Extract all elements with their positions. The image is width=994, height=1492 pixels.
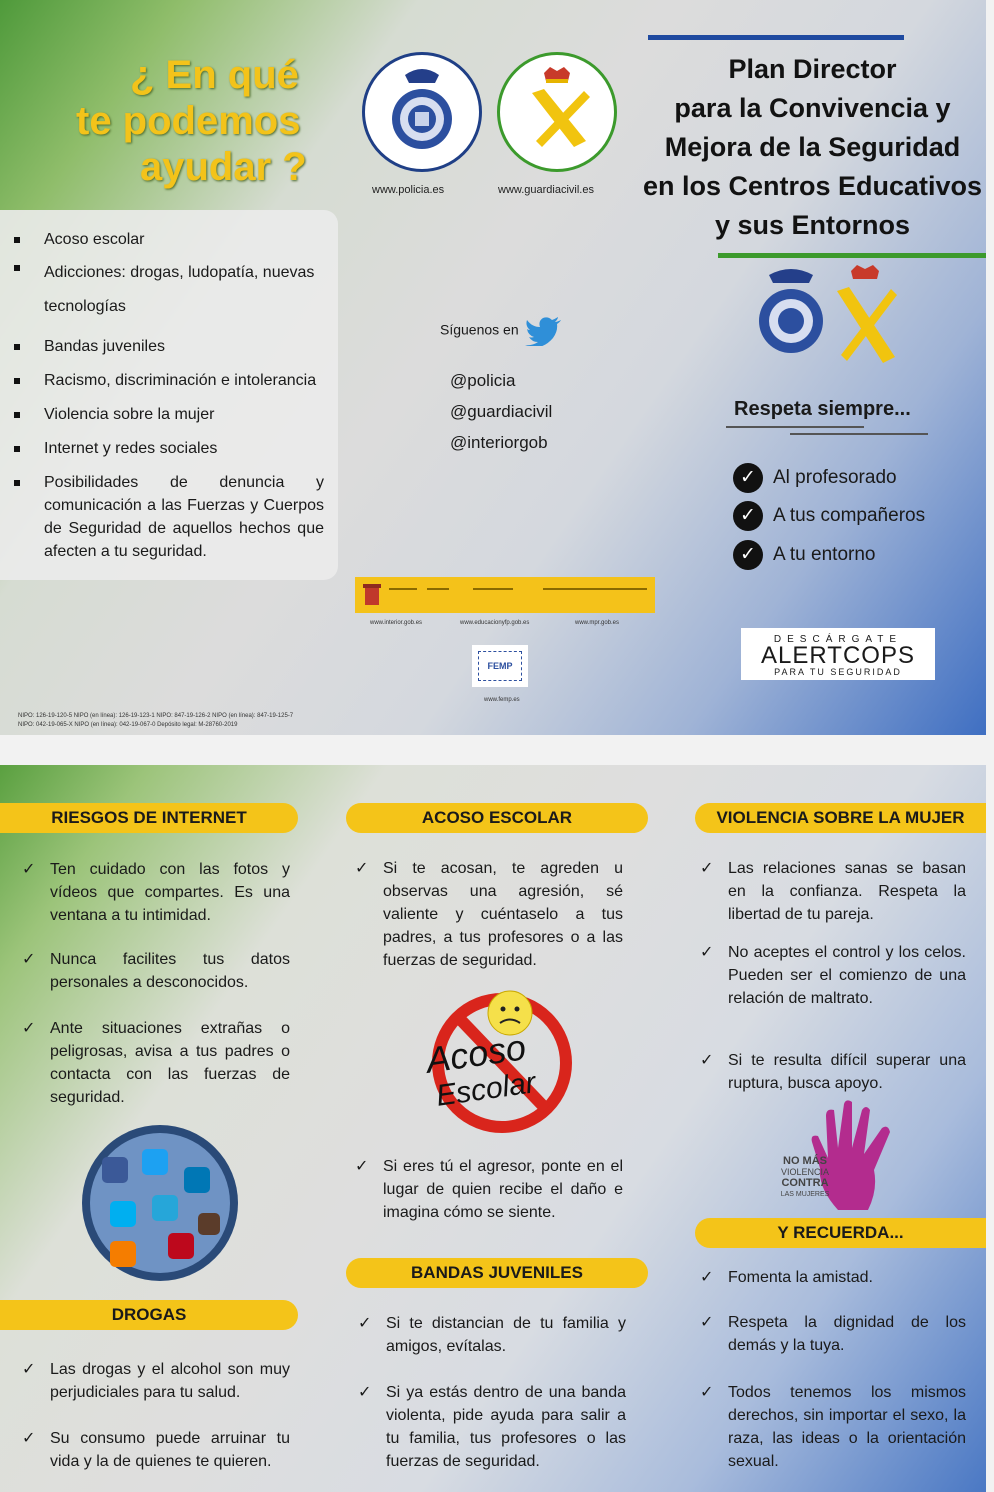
respeta-rule-1 (726, 426, 864, 428)
bandas-tip: ✓ Si te distancian de tu familia y amigos, evítalas. (386, 1312, 626, 1358)
guardia-civil-url[interactable]: www.guardiacivil.es (498, 184, 594, 196)
respeta-title: Respeta siempre... (734, 398, 911, 420)
topics-list (14, 228, 324, 574)
y-recuerda-heading: Y RECUERDA... (695, 1218, 986, 1248)
violencia-tip: ✓ Las relaciones sanas se basan en la confianza. Respeta la libertad de tu pareja. (728, 857, 966, 926)
police-badge-icon (365, 55, 479, 169)
guardia-civil-emblem-icon (500, 55, 614, 169)
violencia-tip: ✓ No aceptes el control y los celos. Pueden ser el comienzo de una relación de maltrato. (728, 941, 966, 1010)
femp-url[interactable]: www.femp.es (484, 697, 520, 703)
bandas-tip: ✓ Si ya estás dentro de una banda violenta, pide ayuda para salir a tu familia, tus profesores o las fuerzas de seguridad. (386, 1381, 626, 1473)
internet-tip: ✓ Ante situaciones extrañas o peligrosas, avisa a tus padres o contacta con las fuerzas de seguridad. (50, 1017, 290, 1109)
topic-item: Posibilidades de denuncia y comunicación a las Fuerzas y Cuerpos de Seguridad de aquellos hechos que afecten a tu seguridad. (14, 471, 324, 563)
help-title: ¿ En qué te podemos ayudar ? (76, 53, 307, 189)
no-bullying-sign: Acoso Escolar (420, 987, 580, 1137)
drogas-tip: ✓ Su consumo puede arruinar tu vida y la de quienes te quieren. (50, 1427, 290, 1473)
internet-tip: ✓ Ten cuidado con las fotos y vídeos que compartes. Es una ventana a tu intimidad. (50, 858, 290, 927)
policia-url[interactable]: www.policia.es (372, 184, 445, 196)
topics-box (0, 210, 338, 580)
gov-url-educacion[interactable]: www.educacionyfp.gob.es (460, 620, 530, 626)
no-mas-violencia-emblem: NO MÁS VIOLENCIA CONTRA LAS MUJERES (772, 1098, 902, 1216)
nipo-line-1: NIPO: 126-19-120-5 NIPO (en línea): 126-19-123-1 NIPO: 847-19-126-2 NIPO (en línea): 847-19-125-7 (18, 713, 294, 719)
handle-guardiacivil[interactable]: @guardiacivil (450, 402, 553, 421)
twitter-bird-icon (525, 316, 563, 346)
plan-director-title: Plan Director para la Convivencia y Mejora de la Seguridad en los Centros Educativos y sus Entornos (642, 54, 983, 240)
recuerda-tip: ✓ Respeta la dignidad de los demás y la tuya. (728, 1311, 966, 1357)
respeta-item: ✓ Al profesorado (733, 463, 897, 493)
riesgos-internet-heading: RIESGOS DE INTERNET (0, 803, 298, 833)
internet-tip: ✓ Nunca facilites tus datos personales a desconocidos. (50, 948, 290, 994)
topic-item: Bandas juveniles (14, 335, 324, 358)
violencia-mujer-heading: VIOLENCIA SOBRE LA MUJER (695, 803, 986, 833)
brochure-cover-panel (0, 0, 986, 735)
guardia-civil-logo (497, 52, 617, 172)
acoso-escolar-heading: ACOSO ESCOLAR (346, 803, 648, 833)
recuerda-tip: ✓ Todos tenemos los mismos derechos, sin importar el sexo, la raza, las ideas o la orientación sexual. (728, 1381, 966, 1473)
handle-policia[interactable]: @policia (450, 371, 516, 390)
topic-item: Racismo, discriminación e intolerancia (14, 369, 324, 392)
topic-item: Acoso escolar (14, 228, 324, 251)
title-rule-bottom (718, 253, 986, 258)
title-rule-top (648, 35, 904, 40)
violencia-tip: ✓ Si te resulta difícil superar una ruptura, busca apoyo. (728, 1049, 966, 1095)
social-media-apps-icon (80, 1123, 240, 1283)
policia-logo (362, 52, 482, 172)
acoso-tip: ✓ Si te acosan, te agreden u observas una agresión, sé valiente y cuéntaselo a tus padres, a tus profesores o a las fuerzas de seguridad. (383, 857, 623, 972)
check-circle-icon: ✓ (733, 501, 763, 531)
check-circle-icon: ✓ (733, 540, 763, 570)
respeta-item: ✓ A tu entorno (733, 540, 875, 570)
handle-interiorgob[interactable]: @interiorgob (450, 433, 548, 452)
acoso-tip: ✓ Si eres tú el agresor, ponte en el lugar de quien recibe el daño e imagina cómo se siente. (383, 1155, 623, 1224)
gov-url-interior[interactable]: www.interior.gob.es (370, 620, 423, 626)
brochure-inside-panel (0, 765, 986, 1492)
drogas-tip: ✓ Las drogas y el alcohol son muy perjudiciales para tu salud. (50, 1358, 290, 1404)
nipo-line-2: NIPO: 042-19-065-X NIPO (en línea): 042-19-067-0 Depósito legal: M-28760-2019 (18, 722, 238, 728)
femp-logo: FEMP (472, 645, 528, 687)
spain-coat-of-arms-icon (361, 581, 383, 609)
drogas-heading: DROGAS (0, 1300, 298, 1330)
security-forces-emblems-icon (755, 265, 905, 365)
alertcops-banner[interactable]: DESCÁRGATE ALERTCOPS PARA TU SEGURIDAD (741, 628, 935, 680)
topic-item: Violencia sobre la mujer (14, 403, 324, 426)
respeta-rule-2 (790, 433, 928, 435)
respeta-item: ✓ A tus compañeros (733, 501, 925, 531)
topic-item: Internet y redes sociales (14, 437, 324, 460)
gov-url-mpr[interactable]: www.mpr.gob.es (575, 620, 620, 626)
recuerda-tip: ✓ Fomenta la amistad. (728, 1266, 966, 1289)
check-circle-icon: ✓ (733, 463, 763, 493)
topic-item: Adicciones: drogas, ludopatía, nuevas tecnologías (14, 256, 324, 324)
government-logos-bar (355, 577, 655, 613)
follow-label: Síguenos en (440, 316, 563, 346)
bandas-juveniles-heading: BANDAS JUVENILES (346, 1258, 648, 1288)
